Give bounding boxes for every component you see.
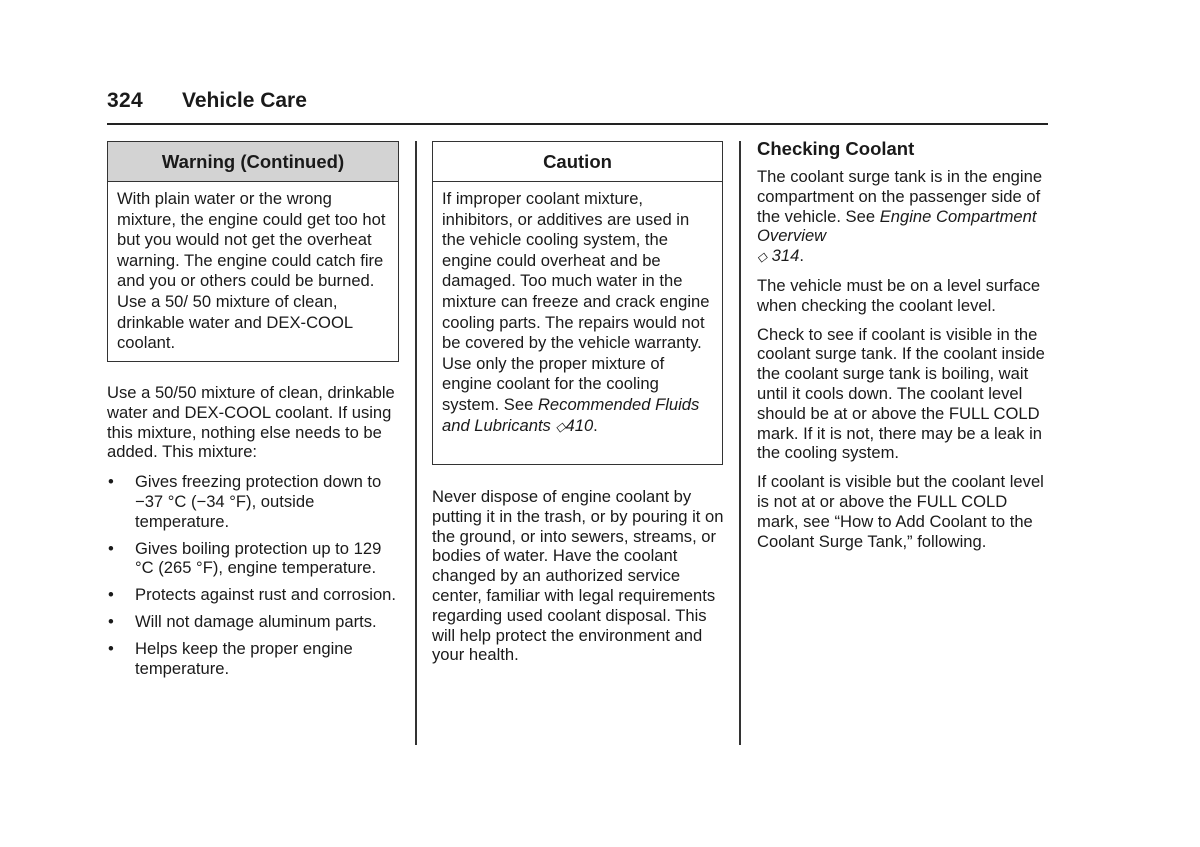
page-reference[interactable]: 410 [565, 415, 594, 435]
list-item-text: Will not damage aluminum parts. [135, 611, 377, 631]
caution-box [432, 141, 723, 465]
coolant-disposal-paragraph: Never dispose of engine coolant by putting it in the trash, or by pouring it on the ground, or into sewers, streams, or bodies of water. Have the coolant changed by an authorized service center, familiar with legal requirements regarding used coolant disposal. This will help protect the environment and your health. [432, 487, 724, 665]
caution-text [433, 182, 722, 444]
warning-text: With plain water or the wrong mixture, the engine could get too hot but you would not get the overheat warning. The engine could catch fire and you or others could be burned. Use a 50/ 50 mixture of clean, drinkable water and DEX-COOL coolant. [117, 189, 386, 353]
paragraph-text: The coolant surge tank is in the engine compartment on the passenger side of the vehicle. See [757, 167, 1043, 226]
column-2-body [432, 487, 724, 665]
page-title: Vehicle Care [182, 89, 307, 112]
bullet-icon: • [108, 611, 114, 631]
page-reference[interactable]: 314 [771, 246, 800, 266]
mixture-benefits-list [107, 472, 403, 678]
page-ref-icon: ◇ [555, 418, 566, 434]
caution-body: If improper coolant mixture, inhibitors, or additives are used in the vehicle cooling system, the engine could overheat and be damaged. Too much water in the mixture can freeze and crack engine cooling parts. The repairs would not be covered by the vehicle warranty. Use only the proper mixture of engine coolant for the cooling system. See [442, 189, 710, 414]
mixture-intro: Use a 50/50 mixture of clean, drinkable water and DEX-COOL coolant. If using this mixture, nothing else needs to be added. This mixture: [107, 383, 395, 462]
bullet-icon: • [108, 472, 114, 492]
column-3-body [757, 139, 1049, 560]
check-coolant-paragraph: Check to see if coolant is visible in the coolant surge tank. If the coolant inside the coolant surge tank is boiling, wait until it cools down. The coolant level should be at or above the FULL COLD mark. If it is not, there may be a leak in the cooling system. [757, 324, 1045, 463]
list-item [107, 639, 403, 679]
surge-tank-location-paragraph [757, 167, 1049, 267]
bullet-icon: • [108, 638, 114, 658]
add-coolant-paragraph: If coolant is visible but the coolant level is not at or above the FULL COLD mark, see “How to Add Coolant to the Coolant Surge Tank,” following. [757, 472, 1044, 551]
sentence-end: . [593, 415, 598, 435]
column-divider-right [739, 141, 741, 745]
level-surface-paragraph: The vehicle must be on a level surface when checking the coolant level. [757, 275, 1041, 315]
bullet-icon: • [108, 585, 114, 605]
list-item-text: Protects against rust and corrosion. [135, 585, 397, 605]
list-item [107, 612, 403, 632]
recommended-fluids-link[interactable]: Recommended Fluids and Lubricants [442, 394, 700, 435]
list-item-text: Helps keep the proper engine temperature. [135, 638, 353, 678]
page-ref-icon: ◇ [757, 249, 767, 265]
page-number: 324 [107, 89, 143, 112]
warning-heading: Warning (Continued) [108, 142, 398, 182]
engine-compartment-link[interactable]: Engine Compartment Overview [757, 206, 1037, 246]
page-header [107, 89, 1048, 125]
list-item [107, 585, 403, 605]
bullet-icon: • [108, 538, 114, 558]
sentence-end: . [799, 246, 804, 266]
column-divider-left [415, 141, 417, 745]
list-item [107, 472, 403, 531]
list-item-text: Gives boiling protection up to 129 °C (265 °F), engine temperature. [135, 538, 382, 578]
warning-box [107, 141, 399, 362]
list-item [107, 539, 403, 579]
section-title: Checking Coolant [757, 138, 915, 159]
list-item-text: Gives freezing protection down to −37 °C (−34 °F), outside temperature. [135, 472, 382, 531]
column-1-body [107, 383, 403, 685]
caution-heading: Caution [433, 142, 722, 182]
